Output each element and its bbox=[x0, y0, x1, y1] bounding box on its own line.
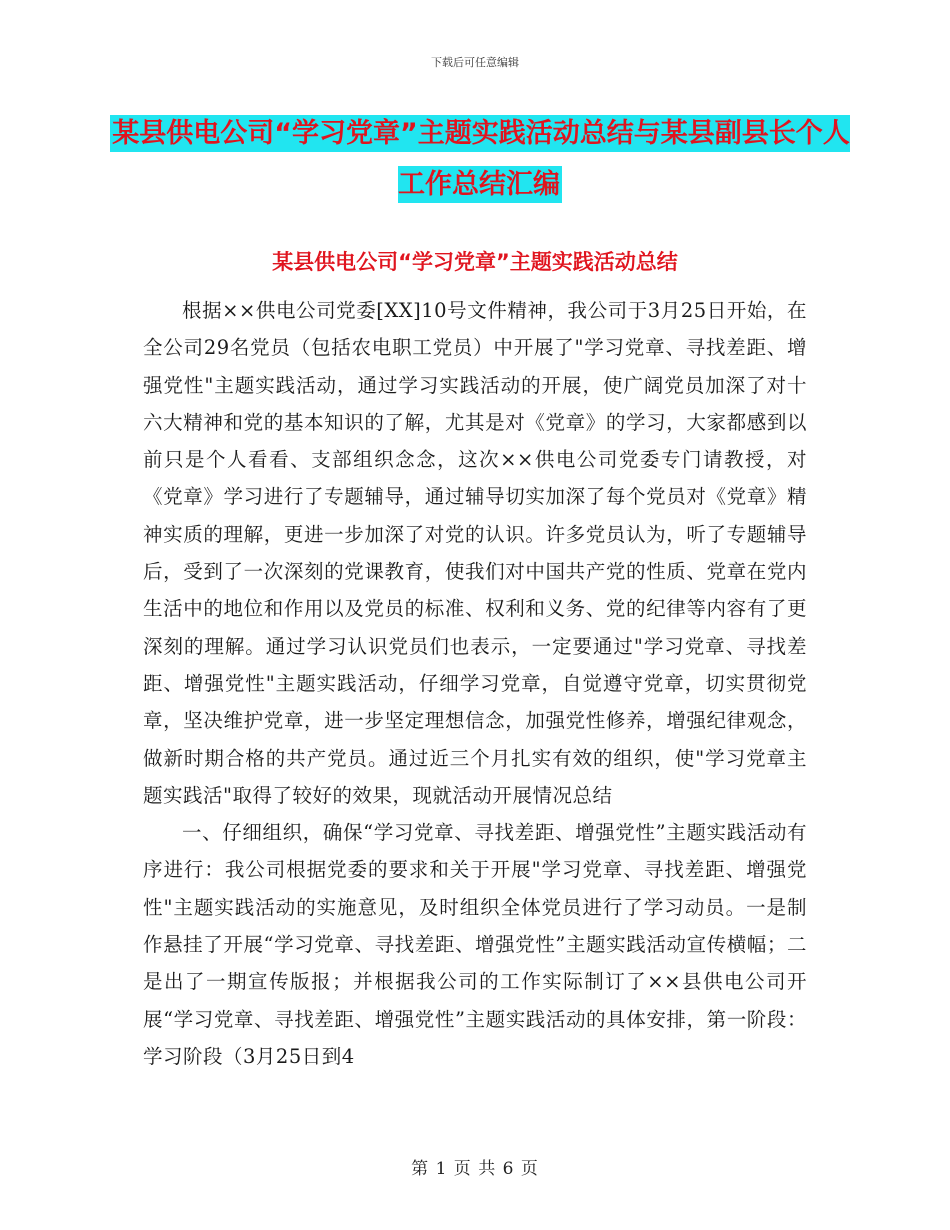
page-header-note: 下载后可任意编辑 bbox=[431, 56, 519, 69]
document-title-highlight: 某县供电公司“学习党章”主题实践活动总结与某县副县长个人工作总结汇编 bbox=[110, 115, 850, 203]
document-body bbox=[143, 292, 807, 1075]
body-paragraph-2: 一、仔细组织，确保“学习党章、寻找差距、增强党性”主题实践活动有序进行：我公司根据党委的要求和关于开展"学习党章、寻找差距、增强党性"主题实践活动的实施意见，及时组织全体党员进行了学习动员。一是制作悬挂了开展“学习党章、寻找差距、增强党性”主题实践活动宣传横幅；二是出了一期宣传版报；并根据我公司的工作实际制订了××县供电公司开展“学习党章、寻找差距、增强党性”主题实践活动的具体安排，第一阶段：学习阶段（3月25日到4 bbox=[143, 821, 807, 1068]
body-paragraph-1: 根据××供电公司党委[XX]10号文件精神，我公司于3月25日开始，在全公司29名党员（包括农电职工党员）中开展了"学习党章、寻找差距、增强党性"主题实践活动，通过学习实践活动的开展，使广阔党员加深了对十六大精神和党的基本知识的了解，尤其是对《党章》的学习，大家都感到以前只是个人看看、支部组织念念，这次××供电公司党委专门请教授，对《党章》学习进行了专题辅导，通过辅导切实加深了每个党员对《党章》精神实质的理解，更进一步加深了对党的认识。许多党员认为，听了专题辅导后，受到了一次深刻的党课教育，使我们对中国共产党的性质、党章在党内生活中的地位和作用以及党员的标准、权利和义务、党的纪律等内容有了更深刻的理解。通过学习认识党员们也表示，一定要通过"学习党章、寻找差距、增强党性"主题实践活动，仔细学习党章，自觉遵守党章，切实贯彻党章，坚决维护党章，进一步坚定理想信念，加强党性修养，增强纪律观念，做新时期合格的共产党员。通过近三个月扎实有效的组织，使"学习党章主题实践活"取得了较好的效果，现就活动开展情况总结 bbox=[143, 299, 807, 807]
document-title bbox=[100, 108, 860, 210]
page-number: 第 1 页 共 6 页 bbox=[411, 1159, 539, 1179]
section-title: 某县供电公司“学习党章”主题实践活动总结 bbox=[272, 250, 678, 274]
